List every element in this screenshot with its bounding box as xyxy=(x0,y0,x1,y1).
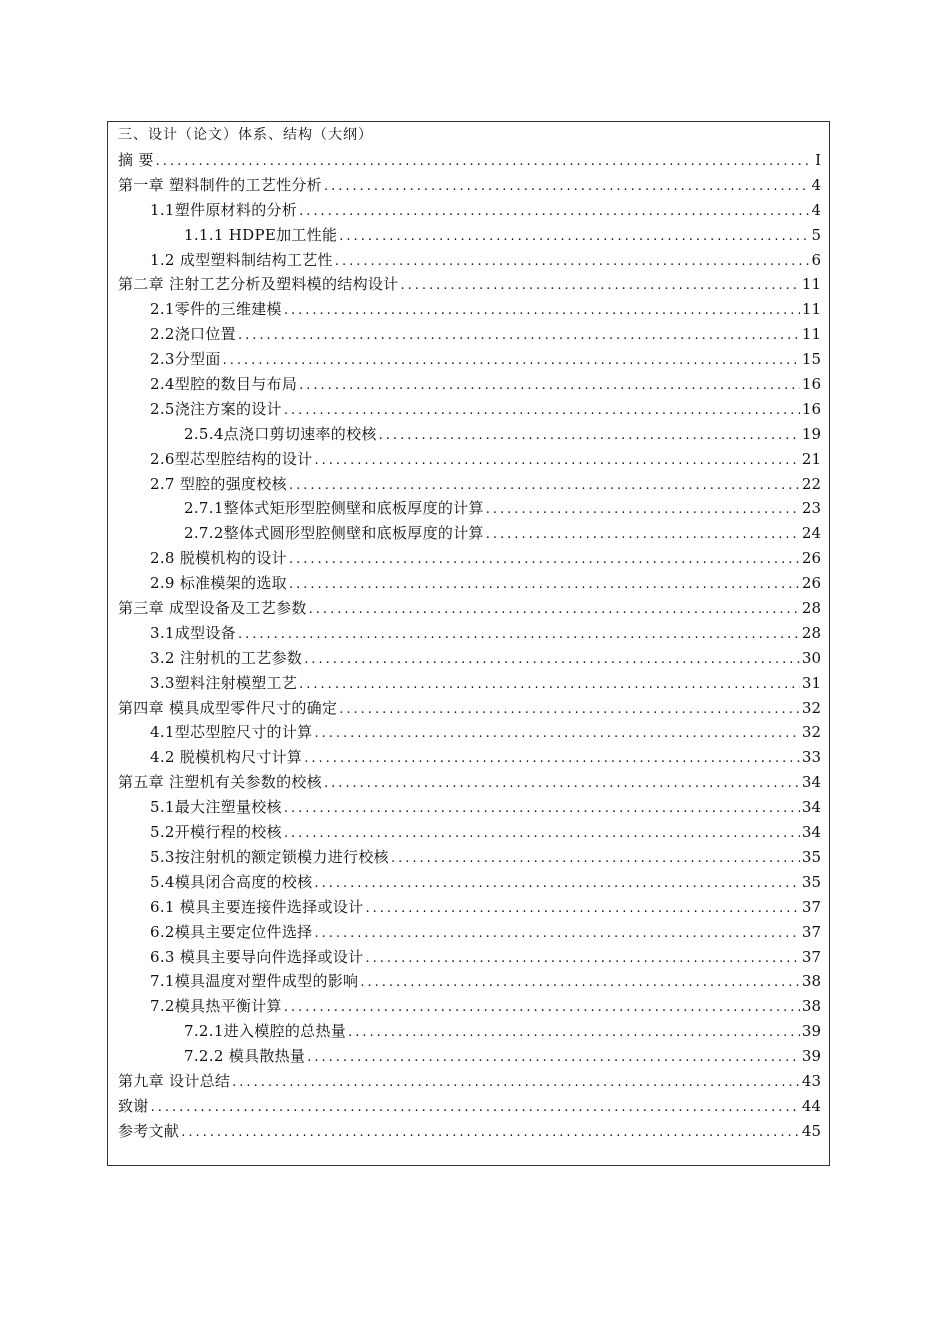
toc-entry-title: 7.2.2 模具散热量 xyxy=(184,1047,306,1066)
toc-entry-title: 3.1成型设备 xyxy=(150,623,236,642)
toc-dot-leader xyxy=(289,573,800,598)
toc-dot-leader xyxy=(307,1046,800,1071)
toc-entry-page: 6 xyxy=(811,250,821,269)
toc-dot-leader xyxy=(360,971,800,996)
toc-entry-page: 26 xyxy=(801,574,821,593)
toc-entry-page: 19 xyxy=(801,424,821,443)
toc-entry-page: 24 xyxy=(801,524,821,543)
toc-entry xyxy=(118,895,821,920)
toc-dot-leader xyxy=(156,150,809,175)
toc-dot-leader xyxy=(309,598,800,623)
toc-entry-title: 5.1最大注塑量校核 xyxy=(150,798,282,817)
toc-entry-title: 2.2浇口位置 xyxy=(150,325,236,344)
toc-dot-leader xyxy=(304,747,800,772)
toc-entry xyxy=(118,272,821,297)
toc-dot-leader xyxy=(339,225,809,250)
toc-entry-page: 37 xyxy=(801,922,821,941)
toc-entry xyxy=(118,496,821,521)
toc-entry-title: 6.3 模具主要导向件选择或设计 xyxy=(150,947,364,966)
toc-dot-leader xyxy=(232,1071,800,1096)
toc-entry-title: 2.8 脱模机构的设计 xyxy=(150,549,287,568)
toc-entry-page: 43 xyxy=(801,1071,821,1090)
toc-entry-title: 6.1 模具主要连接件选择或设计 xyxy=(150,897,364,916)
toc-entry-page: 11 xyxy=(801,300,821,319)
toc-dot-leader xyxy=(289,548,800,573)
toc-entry xyxy=(118,945,821,970)
toc-entry xyxy=(118,571,821,596)
toc-dot-leader xyxy=(314,449,799,474)
toc-dot-leader xyxy=(314,722,799,747)
toc-entry xyxy=(118,720,821,745)
toc-entry-title: 3.2 注射机的工艺参数 xyxy=(150,648,303,667)
toc-entry-page: 35 xyxy=(801,872,821,891)
toc-entry-page: 28 xyxy=(801,599,821,618)
toc-entry-title: 参考文献 xyxy=(118,1121,180,1140)
toc-entry-page: 5 xyxy=(811,225,821,244)
toc-dot-leader xyxy=(314,872,799,897)
toc-entry xyxy=(118,870,821,895)
toc-dot-leader xyxy=(284,822,800,847)
toc-entry-title: 2.5.4点浇口剪切速率的校核 xyxy=(184,424,377,443)
toc-entry xyxy=(118,696,821,721)
toc-entry-page: 4 xyxy=(811,175,821,194)
toc-entry xyxy=(118,422,821,447)
toc-entry xyxy=(118,322,821,347)
toc-entry-page: 38 xyxy=(801,997,821,1016)
toc-entry xyxy=(118,472,821,497)
table-of-contents xyxy=(118,148,821,1144)
toc-entry xyxy=(118,347,821,372)
toc-entry-title: 4.2 脱模机构尺寸计算 xyxy=(150,748,303,767)
toc-entry xyxy=(118,521,821,546)
toc-entry-page: 31 xyxy=(801,673,821,692)
toc-entry-page: 16 xyxy=(801,399,821,418)
toc-entry-title: 3.3塑料注射模塑工艺 xyxy=(150,673,298,692)
toc-dot-leader xyxy=(181,1121,800,1146)
toc-dot-leader xyxy=(223,349,800,374)
toc-entry-title: 2.6型芯型腔结构的设计 xyxy=(150,449,313,468)
toc-entry-title: 2.7.1整体式矩形型腔侧壁和底板厚度的计算 xyxy=(184,499,484,518)
toc-entry-page: 4 xyxy=(811,200,821,219)
toc-entry-title: 5.3按注射机的额定锁模力进行校核 xyxy=(150,847,389,866)
toc-entry-page: 16 xyxy=(801,375,821,394)
toc-dot-leader xyxy=(400,274,799,299)
toc-entry-title: 7.2模具热平衡计算 xyxy=(150,997,282,1016)
toc-entry-title: 1.1.1 HDPE加工性能 xyxy=(184,225,338,244)
toc-dot-leader xyxy=(365,897,799,922)
toc-entry-page: 22 xyxy=(801,474,821,493)
toc-dot-leader xyxy=(486,498,800,523)
toc-entry-page: 11 xyxy=(801,325,821,344)
toc-entry xyxy=(118,596,821,621)
toc-entry xyxy=(118,969,821,994)
toc-dot-leader xyxy=(391,847,800,872)
toc-dot-leader xyxy=(284,996,800,1021)
toc-entry-title: 7.1模具温度对塑件成型的影响 xyxy=(150,972,359,991)
section-heading: 三、设计（论文）体系、结构（大纲） xyxy=(118,127,373,143)
toc-entry-page: 11 xyxy=(801,275,821,294)
toc-entry-title: 2.7.2整体式圆形型腔侧壁和底板厚度的计算 xyxy=(184,524,484,543)
toc-dot-leader xyxy=(299,374,800,399)
toc-entry-page: 44 xyxy=(801,1096,821,1115)
toc-entry xyxy=(118,297,821,322)
toc-entry-page: 30 xyxy=(801,648,821,667)
toc-entry-page: 35 xyxy=(801,847,821,866)
toc-dot-leader xyxy=(238,623,800,648)
toc-entry-title: 2.4型腔的数目与布局 xyxy=(150,375,298,394)
toc-entry-title: 6.2模具主要定位件选择 xyxy=(150,922,313,941)
outline-frame xyxy=(107,121,830,1166)
toc-entry-page: 38 xyxy=(801,972,821,991)
toc-entry-title: 4.1型芯型腔尺寸的计算 xyxy=(150,723,313,742)
toc-dot-leader xyxy=(324,772,800,797)
toc-entry-page: 39 xyxy=(801,1022,821,1041)
toc-dot-leader xyxy=(284,299,800,324)
toc-entry xyxy=(118,745,821,770)
toc-entry-page: 15 xyxy=(801,350,821,369)
toc-entry xyxy=(118,1069,821,1094)
toc-entry-page: 39 xyxy=(801,1047,821,1066)
toc-entry-title: 第五章 注塑机有关参数的校核 xyxy=(118,773,322,792)
toc-entry-title: 2.3分型面 xyxy=(150,350,221,369)
toc-dot-leader xyxy=(299,673,800,698)
toc-entry-page: 33 xyxy=(801,748,821,767)
toc-entry-page: 26 xyxy=(801,549,821,568)
toc-dot-leader xyxy=(339,698,800,723)
toc-entry xyxy=(118,198,821,223)
toc-entry xyxy=(118,372,821,397)
toc-entry-page: I xyxy=(815,151,821,169)
toc-entry-page: 34 xyxy=(801,823,821,842)
toc-entry xyxy=(118,148,821,173)
toc-dot-leader xyxy=(335,250,809,275)
toc-dot-leader xyxy=(324,175,809,200)
toc-entry xyxy=(118,397,821,422)
toc-entry xyxy=(118,820,821,845)
toc-entry xyxy=(118,1119,821,1144)
toc-entry xyxy=(118,1094,821,1119)
toc-entry-page: 45 xyxy=(801,1121,821,1140)
toc-entry xyxy=(118,1019,821,1044)
toc-entry xyxy=(118,770,821,795)
toc-entry xyxy=(118,1044,821,1069)
toc-entry-page: 34 xyxy=(801,798,821,817)
toc-dot-leader xyxy=(284,399,800,424)
toc-entry xyxy=(118,223,821,248)
toc-dot-leader xyxy=(304,648,800,673)
toc-dot-leader xyxy=(299,200,809,225)
toc-entry-page: 34 xyxy=(801,773,821,792)
toc-entry-page: 32 xyxy=(801,698,821,717)
toc-entry xyxy=(118,795,821,820)
toc-entry-title: 7.2.1进入模腔的总热量 xyxy=(184,1022,347,1041)
toc-entry-page: 32 xyxy=(801,723,821,742)
toc-entry xyxy=(118,920,821,945)
toc-entry xyxy=(118,173,821,198)
toc-entry xyxy=(118,845,821,870)
toc-dot-leader xyxy=(365,947,799,972)
toc-entry xyxy=(118,546,821,571)
toc-entry-title: 第四章 模具成型零件尺寸的确定 xyxy=(118,698,338,717)
toc-dot-leader xyxy=(289,474,800,499)
toc-entry-title: 2.5浇注方案的设计 xyxy=(150,399,282,418)
toc-entry-title: 第三章 成型设备及工艺参数 xyxy=(118,599,307,618)
toc-entry-title: 第一章 塑料制件的工艺性分析 xyxy=(118,175,322,194)
toc-entry xyxy=(118,621,821,646)
toc-dot-leader xyxy=(486,523,800,548)
toc-entry xyxy=(118,447,821,472)
toc-entry xyxy=(118,646,821,671)
toc-entry-title: 2.9 标准模架的选取 xyxy=(150,574,287,593)
toc-dot-leader xyxy=(151,1096,800,1121)
toc-entry-title: 第二章 注射工艺分析及塑料模的结构设计 xyxy=(118,275,399,294)
toc-entry-title: 1.1塑件原材料的分析 xyxy=(150,200,298,219)
toc-entry-title: 致谢 xyxy=(118,1096,149,1115)
toc-entry xyxy=(118,248,821,273)
toc-entry-page: 37 xyxy=(801,897,821,916)
toc-dot-leader xyxy=(284,797,800,822)
toc-entry-title: 摘 要 xyxy=(118,151,154,169)
toc-entry-title: 第九章 设计总结 xyxy=(118,1071,231,1090)
toc-entry-title: 5.2开模行程的校核 xyxy=(150,823,282,842)
toc-entry-title: 2.1零件的三维建模 xyxy=(150,300,282,319)
toc-dot-leader xyxy=(379,424,800,449)
toc-dot-leader xyxy=(238,324,800,349)
toc-entry-title: 5.4模具闭合高度的校核 xyxy=(150,872,313,891)
toc-dot-leader xyxy=(348,1021,800,1046)
toc-entry-title: 2.7 型腔的强度校核 xyxy=(150,474,287,493)
toc-entry-page: 23 xyxy=(801,499,821,518)
toc-entry-page: 21 xyxy=(801,449,821,468)
toc-dot-leader xyxy=(314,922,799,947)
toc-entry xyxy=(118,994,821,1019)
toc-entry-title: 1.2 成型塑料制结构工艺性 xyxy=(150,250,333,269)
toc-entry xyxy=(118,671,821,696)
toc-entry-page: 28 xyxy=(801,623,821,642)
toc-entry-page: 37 xyxy=(801,947,821,966)
